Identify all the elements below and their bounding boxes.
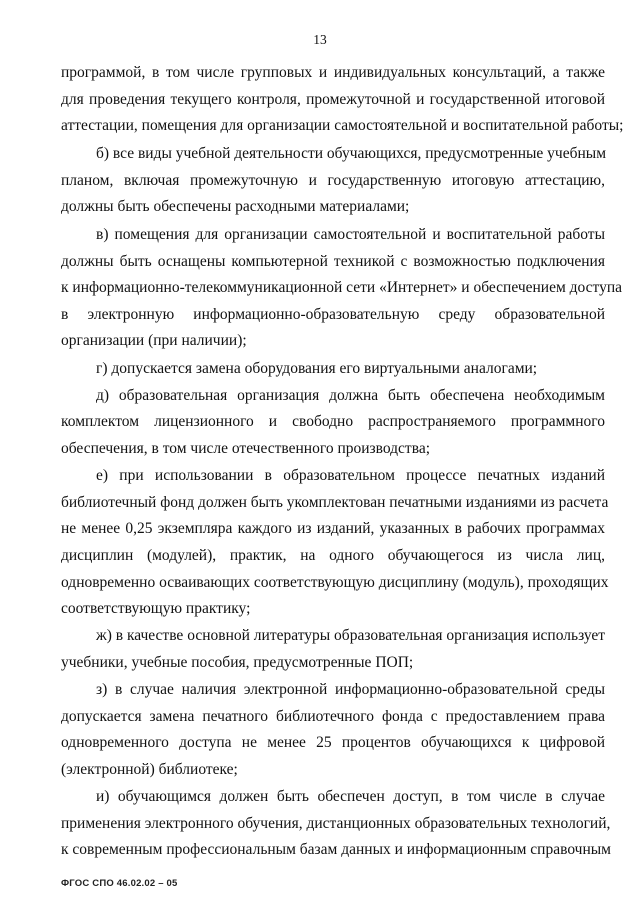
text-line: дисциплин (модулей), практик, на одного обучающегося из числа лиц, — [61, 547, 605, 564]
text-line: и) обучающимся должен быть обеспечен доступ, в том числе в случае — [96, 788, 605, 805]
text-line: допускается замена печатного библиотечного фонда с предоставлением права — [61, 708, 605, 725]
text-line: в) помещения для организации самостоятельной и воспитательной работы — [96, 226, 605, 243]
text-line: обеспечения, в том числе отечественного производства; — [61, 440, 431, 457]
text-line: в электронную информационно-образовательную среду образовательной — [61, 306, 605, 323]
text-line: д) образовательная организация должна быть обеспечена необходимым — [96, 387, 605, 404]
footer-code: ФГОС СПО 46.02.02 – 05 — [61, 878, 178, 889]
text-line: з) в случае наличия электронной информационно-образовательной среды — [96, 681, 605, 698]
text-line: к современным профессиональным базам данных и информационным справочным — [61, 841, 611, 858]
text-line: не менее 0,25 экземпляра каждого из изданий, указанных в рабочих программах — [61, 520, 605, 537]
text-line: к информационно-телекоммуникационной сети «Интернет» и обеспечением доступа — [61, 279, 623, 296]
text-line: библиотечный фонд должен быть укомплектован печатными изданиями из расчета — [61, 494, 609, 511]
text-line: г) допускается замена оборудования его виртуальными аналогами; — [96, 360, 538, 377]
text-line: одновременно осваивающих соответствующую дисциплину (модуль), проходящих — [61, 574, 609, 591]
text-line: учебники, учебные пособия, предусмотренные ПОП; — [61, 654, 414, 671]
text-line: (электронной) библиотеке; — [61, 761, 238, 778]
text-line: е) при использовании в образовательном процессе печатных изданий — [96, 467, 605, 484]
text-line: должны быть оснащены компьютерной техникой с возможностью подключения — [61, 253, 605, 270]
text-line: должны быть обеспечены расходными материалами; — [61, 198, 410, 215]
text-line: планом, включая промежуточную и государственную итоговую аттестацию, — [61, 172, 605, 189]
text-line: для проведения текущего контроля, промежуточной и государственной итоговой — [61, 91, 605, 108]
text-line: соответствующую практику; — [61, 600, 251, 617]
text-line: программой, в том числе групповых и индивидуальных консультаций, а также — [61, 64, 605, 81]
text-line: одновременного доступа не менее 25 процентов обучающихся к цифровой — [61, 734, 605, 751]
page-number: 13 — [313, 32, 327, 47]
text-line: б) все виды учебной деятельности обучающихся, предусмотренные учебным — [96, 145, 607, 162]
text-line: организации (при наличии); — [61, 332, 247, 349]
text-line: применения электронного обучения, дистанционных образовательных технологий, — [61, 815, 611, 832]
text-line: аттестации, помещения для организации самостоятельной и воспитательной работы; — [61, 117, 624, 134]
text-line: ж) в качестве основной литературы образовательная организация использует — [96, 627, 606, 644]
text-line: комплектом лицензионного и свободно распространяемого программного — [61, 413, 605, 430]
